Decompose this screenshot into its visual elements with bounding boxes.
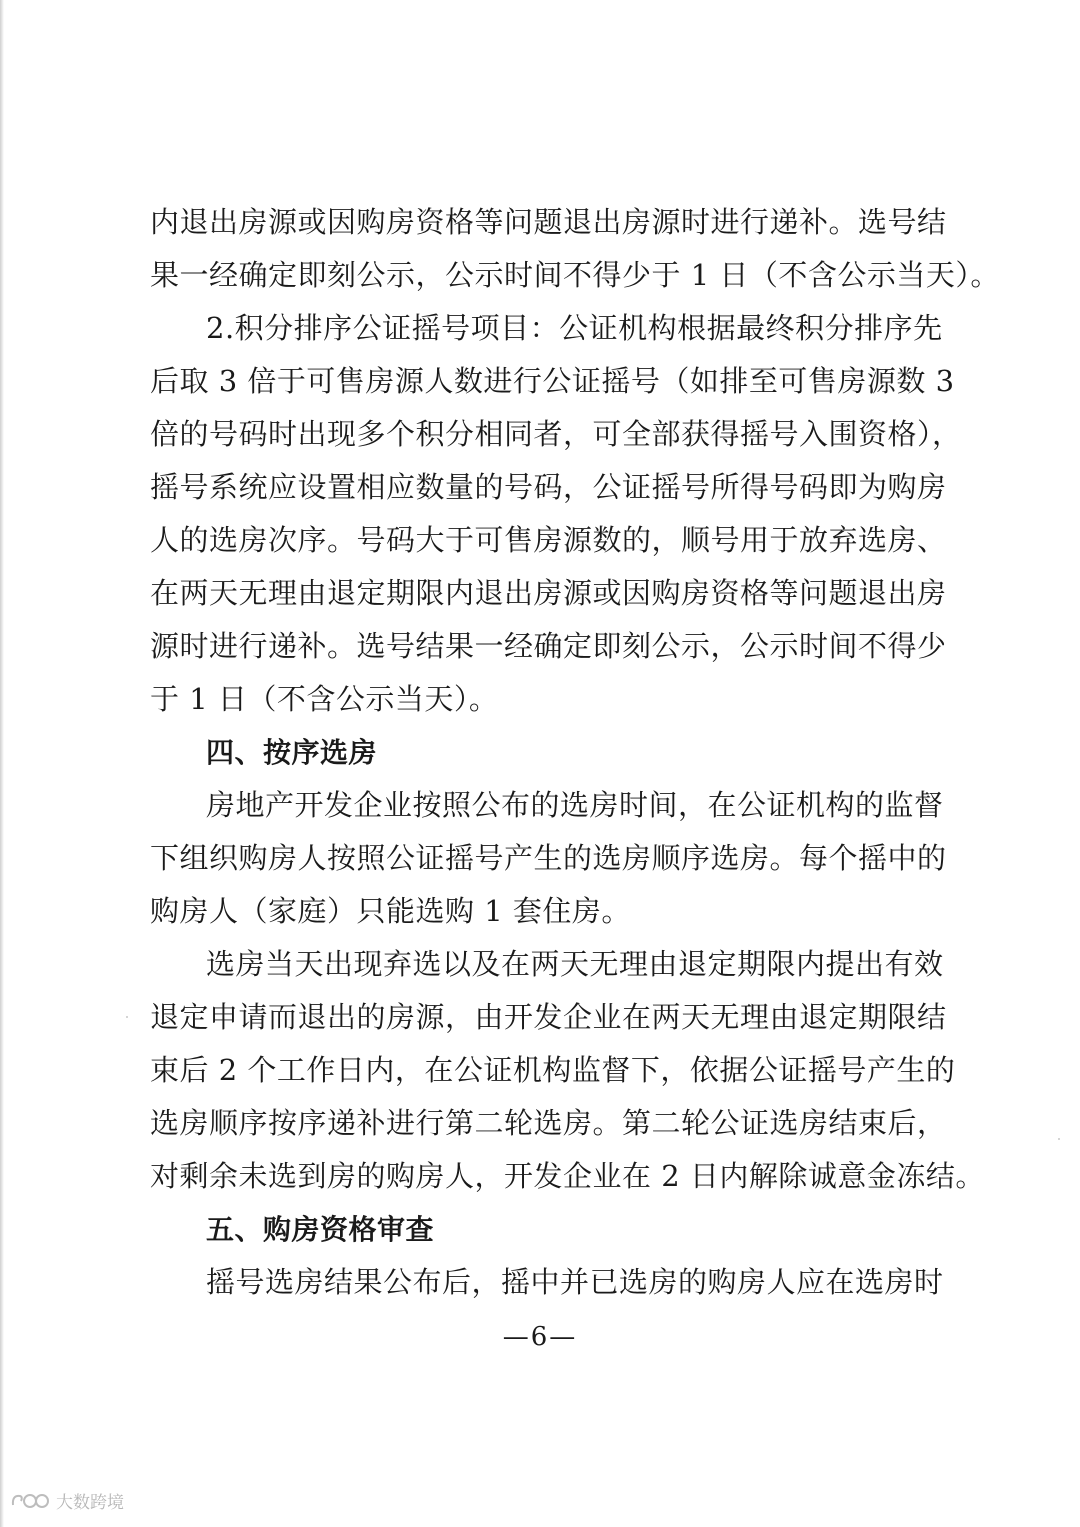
text-line: 选房当天出现弃选以及在两天无理由退定期限内提出有效 <box>206 947 944 981</box>
text-line: 后取 3 倍于可售房源人数进行公证摇号（如排至可售房源数 3 <box>150 364 955 398</box>
text-line: 2.积分排序公证摇号项目：公证机构根据最终积分排序先 <box>206 311 943 345</box>
text-line: 摇号系统应设置相应数量的号码，公证摇号所得号码即为购房 <box>150 470 947 504</box>
scan-edge-shadow <box>0 0 4 1527</box>
text-line: 购房人（家庭）只能选购 1 套住房。 <box>150 894 631 928</box>
scan-speck <box>1058 1138 1060 1140</box>
text-line: 于 1 日（不含公示当天）。 <box>150 682 499 716</box>
page-number: —6— <box>502 1322 578 1352</box>
text-line: 果一经确定即刻公示，公示时间不得少于 1 日（不含公示当天）。 <box>150 258 1000 292</box>
watermark-text: 大数跨境 <box>56 1493 124 1513</box>
text-line: 下组织购房人按照公证摇号产生的选房顺序选房。每个摇中的 <box>150 841 947 875</box>
text-line: 人的选房次序。号码大于可售房源数的，顺号用于放弃选房、 <box>150 523 947 557</box>
text-line: 退定申请而退出的房源，由开发企业在两天无理由退定期限结 <box>150 1000 947 1034</box>
text-line: 选房顺序按序递补进行第二轮选房。第二轮公证选房结束后， <box>150 1106 947 1140</box>
text-line: 摇号选房结果公布后，摇中并已选房的购房人应在选房时 <box>206 1265 944 1299</box>
document-body <box>150 196 1000 1309</box>
watermark <box>10 1488 124 1513</box>
text-line: 房地产开发企业按照公布的选房时间，在公证机构的监督 <box>206 788 944 822</box>
text-line: 对剩余未选到房的购房人，开发企业在 2 日内解除诚意金冻结。 <box>150 1159 985 1193</box>
text-line: 在两天无理由退定期限内退出房源或因购房资格等问题退出房 <box>150 576 947 610</box>
section-heading: 四、按序选房 <box>206 736 378 769</box>
text-line: 束后 2 个工作日内，在公证机构监督下，依据公证摇号产生的 <box>150 1053 956 1087</box>
text-line: 源时进行递补。选号结果一经确定即刻公示，公示时间不得少 <box>150 629 947 663</box>
text-line: 内退出房源或因购房资格等问题退出房源时进行递补。选号结 <box>150 205 947 239</box>
watermark-logo-icon <box>10 1491 52 1511</box>
text-line: 倍的号码时出现多个积分相同者，可全部获得摇号入围资格）， <box>150 417 962 451</box>
section-heading: 五、购房资格审查 <box>206 1213 435 1246</box>
scan-speck <box>126 1016 128 1018</box>
